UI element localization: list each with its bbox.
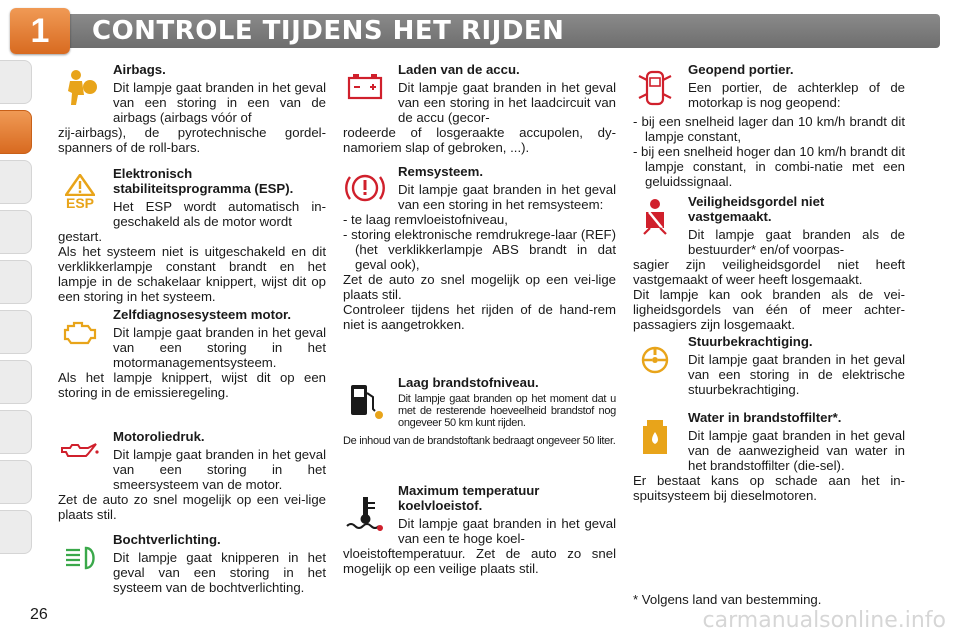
chapter-tab[interactable] <box>0 60 32 104</box>
oil-pressure-section: Motoroliedruk. Dit lampje gaat branden in het geval van een storing in het smeersysteem van de motor. Zet de auto zo snel mogelijk op een vei-lige plaats stil. <box>58 429 326 522</box>
chapter-badge: 1 <box>10 8 70 54</box>
chapter-tab[interactable] <box>0 410 32 454</box>
brake-section: Remsysteem. Dit lampje gaat branden in het geval van een storing in het remsysteem: - te laag remvloeistofniveau, - storing elektronische remdrukrege-laar (REF) (het verklikkerlampje ABS brandt in dat geval ook), Zet de auto zo snel mogelijk op een vei-lige plaats stil. Controleer tijdens het rijden of de hand-rem niet is aangetrokken. <box>343 164 616 332</box>
chapter-tab[interactable] <box>0 460 32 504</box>
cornering-light-section: Bochtverlichting. Dit lampje gaat knipperen in het geval van een storing in het systeem van de bochtverlichting. <box>58 532 326 595</box>
watermark: carmanualsonline.info <box>702 608 946 633</box>
chapter-tab[interactable] <box>0 160 32 204</box>
door-open-icon <box>633 66 677 110</box>
fuel-pump-icon <box>343 379 387 423</box>
chapter-tab-active[interactable] <box>0 110 32 154</box>
page-number: 26 <box>30 606 48 623</box>
chapter-tab[interactable] <box>0 360 32 404</box>
power-steering-icon <box>633 338 677 382</box>
chapter-tab[interactable] <box>0 260 32 304</box>
water-in-fuel-section: Water in brandstoffilter*. Dit lampje gaat branden in het geval van de aanwezigheid van water in het brandstoffilter (die-sel). Er bestaat kans op schade aan het in-spuitsysteem bij dieselmotoren. <box>633 410 905 503</box>
oil-can-icon <box>58 429 102 473</box>
chapter-tab[interactable] <box>0 310 32 354</box>
chapter-tabs <box>0 60 36 560</box>
fuel-level-section: Laag brandstofniveau. Dit lampje gaat branden op het moment dat u met de resterende hoeveelheid brandstof nog ongeveer 50 km kunt rijden. De inhoud van de brandstoftank bedraagt ongeveer 50 liter. <box>343 375 616 447</box>
chapter-tab[interactable] <box>0 210 32 254</box>
chapter-tab[interactable] <box>0 510 32 554</box>
airbag-icon <box>58 66 102 110</box>
seatbelt-icon <box>633 196 677 240</box>
cornering-light-icon <box>58 536 102 580</box>
coolant-section: Maximum temperatuur koelvloeistof. Dit lampje gaat branden in het geval van een te hoge koel- vloeistoftemperatuur. Zet de auto zo snel mogelijk op een veilige plaats stil. <box>343 483 616 576</box>
footnote: * Volgens land van bestemming. <box>633 592 822 607</box>
water-in-fuel-icon <box>633 416 677 460</box>
esp-section: ESP Elektronisch stabiliteitsprogramma (ESP). Het ESP wordt automatisch in-geschakeld als de motor wordt gestart. Als het systeem niet is uitgeschakeld en dit verklikkerlampje constant brandt en het lampje in de schakelaar knippert, wijst dit op een storing in het systeem. <box>58 166 326 304</box>
power-steering-section: Stuurbekrachtiging. Dit lampje gaat branden in het geval van een storing in de elektrische stuurbekrachtiging. <box>633 334 905 397</box>
engine-icon <box>58 311 102 355</box>
coolant-temperature-icon <box>343 491 387 535</box>
selfdiag-section: Zelfdiagnosesysteem motor. Dit lampje gaat branden in het geval van een storing in het motormanagementsysteem. Als het lampje knippert, wijst dit op een storing in de emissieregeling. <box>58 307 326 400</box>
page-title: CONTROLE TIJDENS HET RIJDEN <box>92 16 565 46</box>
brake-warning-icon <box>343 166 387 210</box>
seatbelt-section: Veiligheidsgordel niet vastgemaakt. Dit lampje gaat branden als de bestuurder* en/of voorpas- sagier zijn veiligheidsgordel niet heeft vastgemaakt of weer heeft losgemaakt. Dit lampje kan ook branden als de vei-ligheidsgordels van één of meer achter-passagiers zijn losgemaakt. <box>633 194 905 332</box>
door-open-section: Geopend portier. Een portier, de achterklep of de motorkap is nog geopend: - bij een snelheid lager dan 10 km/h brandt dit lampje constant, - bij een snelheid hoger dan 10 km/h brandt dit lampje constant, in combi-natie met een geluidssignaal. <box>633 62 905 189</box>
airbags-section: Airbags. Dit lampje gaat branden in het geval van een storing in een van de airbags (airbags vóór of zij-airbags), de pyrotechnische gordel-spanners of de roll-bars. <box>58 62 326 155</box>
battery-section: Laden van de accu. Dit lampje gaat branden in het geval van een storing in het laadcircuit van de accu (gecor- rodeerde of losgeraakte accupolen, dy-namoriem slap of gebroken, ...). <box>343 62 616 155</box>
battery-icon <box>343 64 387 108</box>
esp-warning-icon: ESP <box>58 170 102 214</box>
